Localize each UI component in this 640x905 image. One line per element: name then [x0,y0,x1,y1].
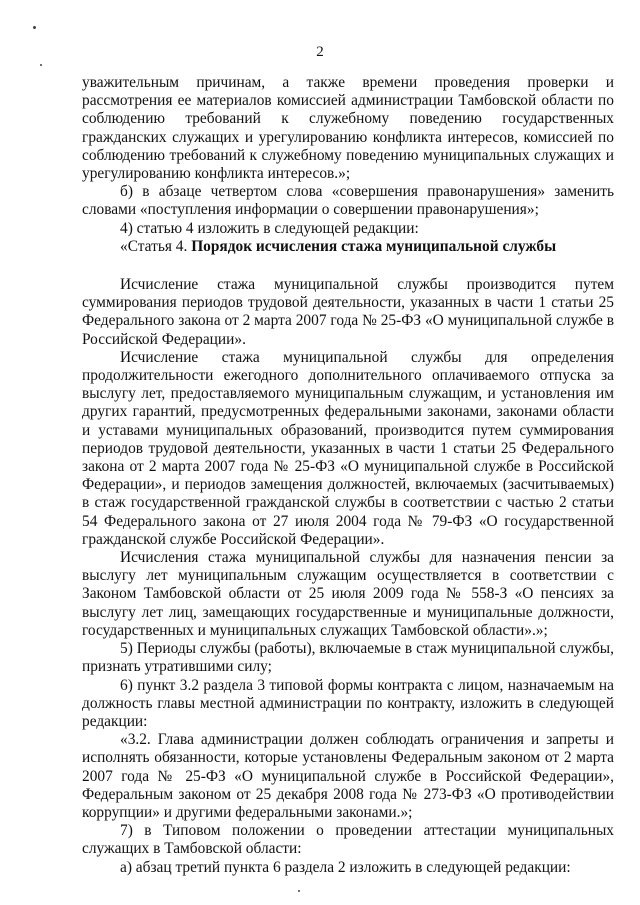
document-body [82,74,614,877]
article-heading-prefix: «Статья 4. [120,237,188,255]
scan-speck [33,26,36,29]
paragraph: а) абзац третий пункта 6 раздела 2 изложить в следующей редакции: [120,858,571,876]
paragraph: уважительным причинам, а также времени проведения проверки и рассмотрения ее материалов комиссией администрации Тамбовской области по соблюдению требований к служебному поведению государственных гражданских служащих и урегулированию конфликта интересов, комиссией по соблюдению требований к служебному поведению муниципальных служащих и урегулированию конфликта интересов.»; [82,74,614,183]
paragraph: Исчисление стажа муниципальной службы для определения продолжительности ежегодного дополнительного оплачиваемого отпуска за выслугу лет, предоставляемого муниципальным служащим, и установления им других гарантий, предусмотренных федеральными законами, законами области и уставами муниципальных образований, производится путем суммирования периодов трудовой деятельности, указанных в части 1 статьи 25 Федерального закона от 2 марта 2007 года № 25-ФЗ «О муниципальной службе в Российской Федерации», и периодов замещения должностей, включаемых (засчитываемых) в стаж государственной гражданской службы в соответствии с частью 2 статьи 54 Федерального закона от 27 июля 2004 года № 79-ФЗ «О государственной гражданской службе Российской Федерации». [82,348,614,548]
paragraph: Исчисление стажа муниципальной службы производится путем суммирования периодов трудовой деятельности, указанных в части 1 статьи 25 Федерального закона от 2 марта 2007 года № 25-ФЗ «О муниципальной службе в Российской Федерации». [82,276,614,348]
paragraph: б) в абзаце четвертом слова «совершения правонарушения» заменить словами «поступления информации о совершении правонарушения»; [82,183,614,219]
scan-speck [40,64,42,66]
paragraph: 4) статью 4 изложить в следующей редакции: [120,219,419,237]
paragraph: 5) Периоды службы (работы), включаемые в стаж муниципальной службы, признать утратившими силу; [82,640,614,676]
paragraph: Исчисления стажа муниципальной службы для назначения пенсии за выслугу лет муниципальным служащим осуществляется в соответствии с Законом Тамбовской области от 25 июля 2009 года № 558-З «О пенсиях за выслугу лет лиц, замещающих государственные и муниципальные должности, государственных и муниципальных служащих Тамбовской области».»; [82,549,614,639]
paragraph: 6) пункт 3.2 раздела 3 типовой формы контракта с лицом, назначаемым на должность главы местной администрации по контракту, изложить в следующей редакции: [82,676,614,730]
article-heading-title: Порядок исчисления стажа муниципальной службы [191,237,557,255]
page-number: 2 [316,44,324,60]
paragraph: «3.2. Глава администрации должен соблюдать ограничения и запреты и исполнять обязанности, которые установлены Федеральным законом от 2 марта 2007 года № 25-ФЗ «О муниципальной службе в Российской Федерации», Федеральным законом от 25 декабря 2008 года № 273-ФЗ «О противодействии коррупции» и другими федеральными законами.»; [82,731,614,821]
scan-speck [298,890,300,892]
paragraph: 7) в Типовом положении о проведении аттестации муниципальных служащих в Тамбовской области: [82,822,614,858]
article-heading [82,238,614,256]
